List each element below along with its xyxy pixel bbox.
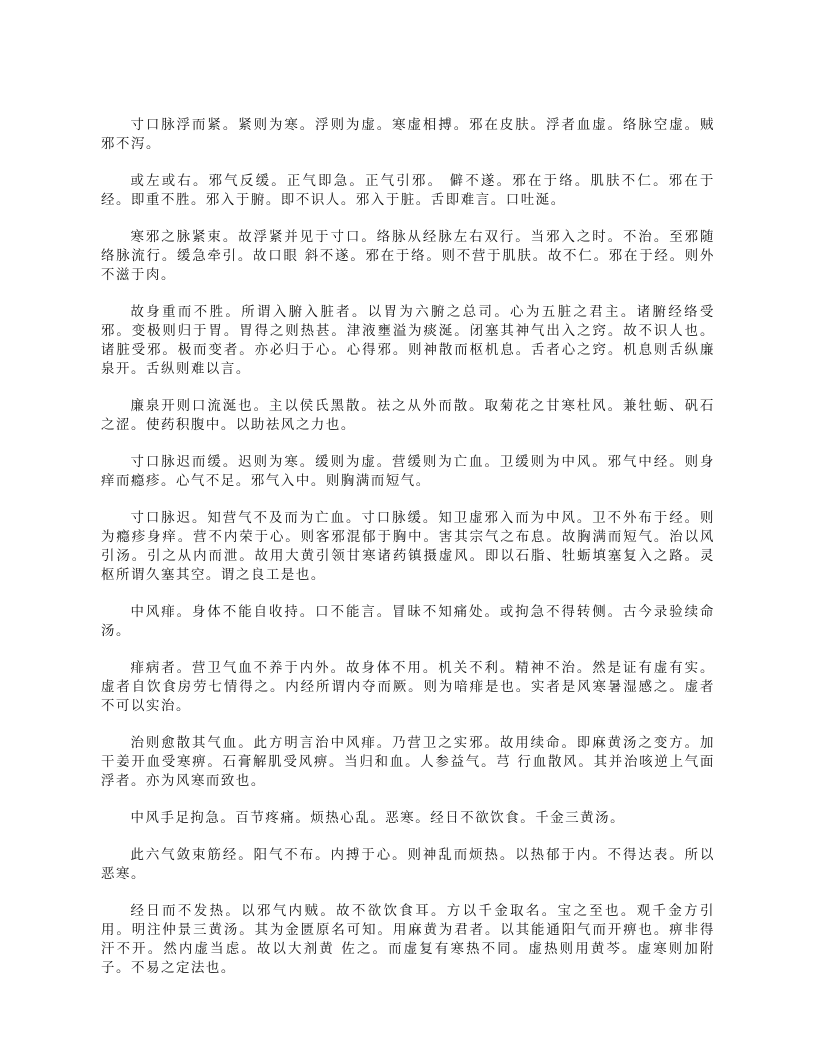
paragraph: 寒邪之脉紧束。故浮紧并见于寸口。络脉从经脉左右双行。当邪入之时。不治。至邪随络脉流行。缓急牵引。故口眼 斜不遂。邪在于络。则不营于肌肤。故不仁。邪在于经。则外不滋于肉。: [101, 230, 715, 283]
paragraph: 故身重而不胜。所谓入腑入脏者。以胃为六腑之总司。心为五脏之君主。诸腑经络受邪。变极则归于胃。胃得之则热甚。津液壅溢为痰涎。闭塞其神气出入之窍。故不识人也。诸脏受邪。极而变者。亦必归于心。心得邪。则神散而枢机息。舌者心之窍。机息则舌纵廉泉开。舌纵则难以言。: [101, 305, 715, 377]
paragraph: 经日而不发热。以邪气内贼。故不欲饮食耳。方以千金取名。宝之至也。观千金方引用。明注仲景三黄汤。其为金匮原名可知。用麻黄为君者。以其能通阳气而开痹也。痹非得汗不开。然内虚当虑。故以大剂黄 佐之。而虚复有寒热不同。虚热则用黄芩。虚寒则加附子。不易之定法也。: [101, 904, 715, 976]
paragraph: 中风手足拘急。百节疼痛。烦热心乱。恶寒。经日不欲饮食。千金三黄汤。: [130, 811, 626, 826]
paragraph: 痱病者。营卫气血不养于内外。故身体不用。机关不利。精神不治。然是证有虚有实。虚者自饮食房劳七情得之。内经所谓内夺而厥。则为喑痱是也。实者是风寒暑湿感之。虚者不可以实治。: [101, 661, 715, 714]
paragraph: 此六气敛束筋经。阳气不布。内搏于心。则神乱而烦热。以热郁于内。不得达表。所以恶寒。: [101, 848, 715, 882]
paragraph: 廉泉开则口流涎也。主以侯氏黑散。祛之从外而散。取菊花之甘寒杜风。兼牡蛎、矾石之涩。使药积腹中。以助祛风之力也。: [101, 399, 715, 433]
paragraph: 中风痱。身体不能自收持。口不能言。冒昧不知痛处。或拘急不得转侧。古今录验续命汤。: [101, 605, 715, 639]
paragraph: 或左或右。邪气反缓。正气即急。正气引邪。 僻不遂。邪在于络。肌肤不仁。邪在于经。即重不胜。邪入于腑。即不识人。邪入于脏。舌即难言。口吐涎。: [101, 174, 715, 208]
paragraph: 寸口脉迟。知营气不及而为亡血。寸口脉缓。知卫虚邪入而为中风。卫不外布于经。则为瘾疹身痒。营不内荣于心。则客邪混郁于胸中。害其宗气之布息。故胸满而短气。治以风引汤。引之从内而泄。故用大黄引领甘寒诸药镇摄虚风。即以石脂、牡蛎填塞复入之路。灵枢所谓久塞其空。谓之良工是也。: [101, 511, 715, 583]
paragraph: 寸口脉浮而紧。紧则为寒。浮则为虚。寒虚相搏。邪在皮肤。浮者血虚。络脉空虚。贼邪不泻。: [101, 118, 715, 152]
document-body: [101, 116, 715, 996]
paragraph: 寸口脉迟而缓。迟则为寒。缓则为虚。营缓则为亡血。卫缓则为中风。邪气中经。则身痒而瘾疹。心气不足。邪气入中。则胸满而短气。: [101, 455, 715, 489]
paragraph: 治则愈散其气血。此方明言治中风痱。乃营卫之实邪。故用续命。即麻黄汤之变方。加干姜开血受寒痹。石膏解肌受风痹。当归和血。人参益气。芎 行血散风。其并治咳逆上气面浮者。亦为风寒而致也。: [101, 736, 715, 789]
